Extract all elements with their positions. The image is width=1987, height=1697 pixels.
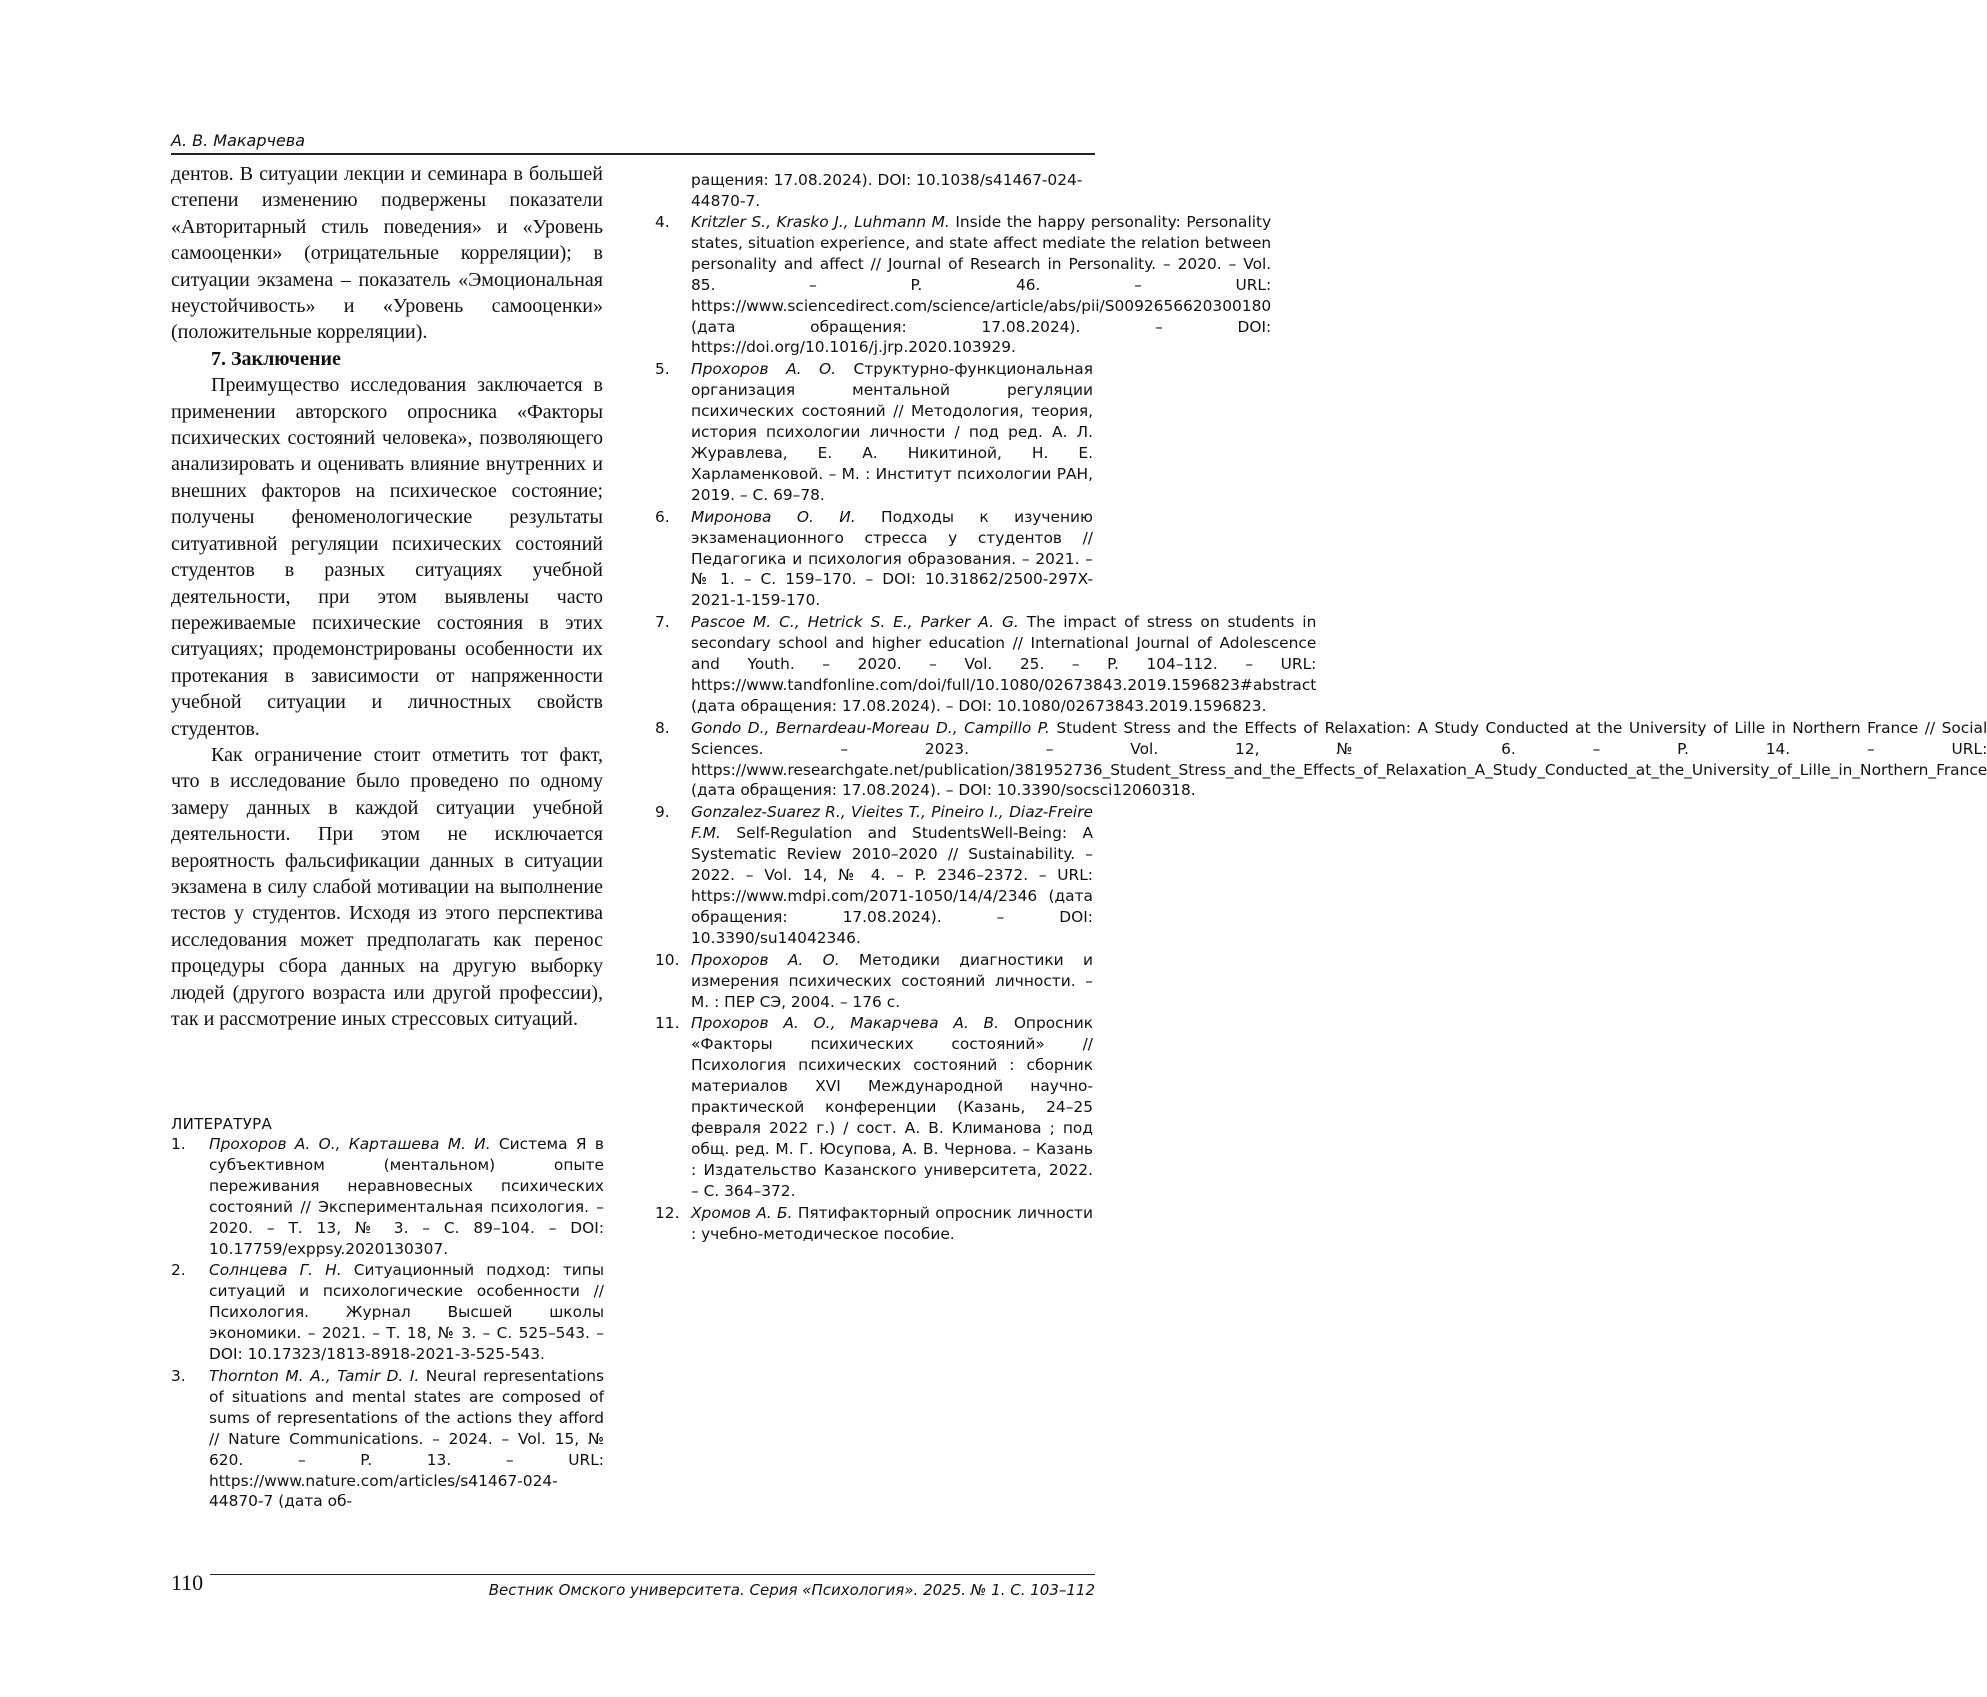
reference-body: Inside the happy personality: Personality states, situation experience, and state affect mediate the relation between personality and affect // Journal of Research in Personality. – 2020. – Vol. 85. – P. 46. – URL: https://www.sciencedirect.com/science/article/abs/pii/S0092656620300180 (дата обращения: 17.08.2024). – DOI: https://doi.org/10.1016/j.jrp.2020.103929. bbox=[691, 213, 1272, 357]
reference-text bbox=[691, 718, 1987, 802]
reference-text bbox=[691, 1203, 1093, 1245]
reference-text bbox=[209, 1260, 604, 1365]
reference-body: Опросник «Факторы психических состояний» // Психология психических состояний : сборник материалов XVI Международной научно-практической конференции (Казань, 24–25 февраля 2022 г.) / сост. А. В. Климанова ; под общ. ред. М. Г. Юсупова, А. В. Чернова. – Казань : Издательство Казанского университета, 2022. – С. 364–372. bbox=[691, 1014, 1094, 1200]
reference-body: Пятифакторный опросник личности : учебно-методическое пособие. bbox=[691, 1203, 1093, 1243]
left-column bbox=[171, 161, 603, 1032]
reference-item bbox=[655, 1203, 1093, 1245]
footer-rule bbox=[210, 1574, 1095, 1575]
reference-item bbox=[655, 950, 1093, 1013]
reference-number: 10. bbox=[655, 950, 680, 969]
reference-number: 7. bbox=[655, 613, 670, 632]
reference-body: Структурно-функциональная организация ментальной регуляции психических состояний // Методология, теория, история психологии личности / под ред. А. Л. Журавлева, Е. А. Никитиной, Н. Е. Харламенковой. – М. : Институт психологии РАН, 2019. – С. 69–78. bbox=[691, 360, 1093, 504]
reference-authors: Прохоров А. О., Макарчева А. В. bbox=[691, 1014, 1000, 1033]
reference-authors: Прохоров А. О., Карташева М. И. bbox=[209, 1135, 491, 1153]
reference-body: Методики диагностики и измерения психических состояний личности. – М. : ПЕР СЭ, 2004. – 176 с. bbox=[691, 950, 1093, 1011]
reference-authors: Kritzler S., Krasko J., Luhmann M. bbox=[691, 213, 950, 231]
reference-text bbox=[691, 212, 1271, 358]
reference-body: Self-Regulation and StudentsWell-Being: A Systematic Review 2010–2020 // Sustainability. – 2022. – Vol. 14, № 4. – P. 2346–2372. – URL: https://www.mdpi.com/2071-1050/14/4/2346 (дата обращения: 17.08.2024). – DOI: 10.3390/su14042346. bbox=[691, 824, 1093, 947]
reference-number: 1. bbox=[171, 1135, 186, 1153]
reference-authors: Солнцева Г. Н. bbox=[209, 1261, 342, 1280]
reference-item bbox=[655, 359, 1093, 505]
reference-authors: Thornton M. A., Tamir D. I. bbox=[209, 1366, 420, 1385]
reference-text bbox=[691, 612, 1316, 717]
reference-body: Student Stress and the Effects of Relaxation: A Study Conducted at the University of Lille in Northern France // Social Sciences. – 2023. – Vol. 12, № 6. – P. 14. – URL: https://www.researchgate.net/publication/381952736_Student_Stress_and_the_Effects_of_Relaxation_A_Study_Conducted_at_the_University_of_Lille_in_Northern_France (дата обращения: 17.08.2024). – DOI: 10.3390/socsci12060318. bbox=[691, 718, 1987, 800]
reference-item bbox=[171, 1134, 604, 1259]
reference-number: 2. bbox=[171, 1261, 186, 1280]
body-paragraph-1: дентов. В ситуации лекции и семинара в большей степени изменению подвержены показатели «Авторитарный стиль поведения» и «Уровень самооценки» (отрицательные корреляции); в ситуации экзамена – показатель «Эмоциональная неустойчивость» и «Уровень самооценки» (положительные корреляции). bbox=[171, 163, 603, 344]
reference-item bbox=[655, 612, 1317, 717]
reference-3-continuation: ращения: 17.08.2024). DOI: 10.1038/s41467-024-44870-7. bbox=[691, 171, 1083, 210]
reference-authors: Прохоров А. О. bbox=[691, 950, 840, 969]
reference-authors: Gondo D., Bernardeau-Moreau D., Campillo P. bbox=[691, 718, 1050, 737]
reference-number: 4. bbox=[655, 213, 670, 231]
reference-text bbox=[691, 507, 1093, 612]
section-heading-conclusion: 7. Заключение bbox=[211, 347, 341, 370]
reference-body: Система Я в субъективном (ментальном) опыте переживания неравновесных психических состояний // Экспериментальная психология. – 2020. – Т. 13, № 3. – С. 89–104. – DOI: 10.17759/exppsy.2020130307. bbox=[209, 1135, 604, 1258]
reference-item bbox=[655, 1013, 1093, 1201]
reference-authors: Gonzalez-Suarez R., Vieites T., Pineiro I., Diaz-Freire F.M. bbox=[691, 803, 1093, 843]
running-head-author: А. В. Макарчева bbox=[171, 131, 306, 150]
reference-item bbox=[171, 1260, 604, 1365]
reference-number: 12. bbox=[655, 1203, 680, 1222]
reference-text bbox=[691, 950, 1093, 1013]
page-number: 110 bbox=[171, 1570, 204, 1595]
header-rule bbox=[171, 153, 1095, 155]
body-paragraph-3: Как ограничение стоит отметить тот факт, что в исследование было проведено по одному замеру данных в каждой ситуации учебной деятельности. При этом не исключается вероятность фальсификации данных в ситуации экзамена в силу слабой мотивации на выполнение тестов у студентов. Исходя из этого перспектива исследования может предполагать как перенос процедуры сбора данных на другую выборку людей (другого возраста или другой профессии), так и рассмотрение иных стрессовых ситуаций. bbox=[171, 743, 603, 1030]
reference-text bbox=[691, 1013, 1093, 1201]
reference-item bbox=[655, 802, 1093, 948]
reference-text bbox=[209, 1134, 604, 1259]
reference-body: The impact of stress on students in secondary school and higher education // International Journal of Adolescence and Youth. – 2020. – Vol. 25. – P. 104–112. – URL: https://www.tandfonline.com/doi/full/10.1080/02673843.2019.1596823#abstract (дата обращения: 17.08.2024). – DOI: 10.1080/02673843.2019.1596823. bbox=[691, 613, 1317, 715]
reference-item bbox=[655, 212, 1272, 358]
reference-authors: Прохоров А. О. bbox=[691, 360, 837, 379]
reference-number: 9. bbox=[655, 803, 670, 822]
reference-item bbox=[655, 718, 1987, 802]
reference-body: Neural representations of situations and mental states are composed of sums of representations of the actions they afford // Nature Communications. – 2024. – Vol. 15, № 620. – P. 13. – URL: https://www.nature.com/articles/s41467-024-44870-7 (дата об- bbox=[209, 1366, 605, 1511]
reference-body: Подходы к изучению экзаменационного стресса у студентов // Педагогика и психология образования. – 2021. – № 1. – С. 159–170. – DOI: 10.31862/2500-297X-2021-1-159-170. bbox=[691, 507, 1093, 610]
reference-number: 6. bbox=[655, 507, 670, 526]
reference-number: 11. bbox=[655, 1014, 680, 1033]
reference-authors: Pascoe M. C., Hetrick S. E., Parker A. G. bbox=[691, 613, 1019, 632]
reference-number: 5. bbox=[655, 360, 670, 379]
reference-authors: Миронова О. И. bbox=[691, 507, 856, 526]
references-list-right bbox=[655, 212, 1987, 1245]
reference-body: Ситуационный подход: типы ситуаций и психологические особенности // Психология. Журнал Высшей школы экономики. – 2021. – Т. 18, № 3. – С. 525–543. – DOI: 10.17323/1813-8918-2021-3-525-543. bbox=[209, 1261, 604, 1364]
reference-authors: Хромов А. Б. bbox=[691, 1203, 793, 1222]
reference-number: 8. bbox=[655, 718, 670, 737]
reference-item bbox=[171, 1366, 604, 1512]
reference-text bbox=[209, 1366, 604, 1512]
reference-text bbox=[691, 802, 1093, 948]
references-heading: ЛИТЕРАТУРА bbox=[171, 1115, 273, 1133]
reference-item bbox=[655, 507, 1093, 612]
reference-text bbox=[691, 359, 1093, 505]
journal-footer: Вестник Омского университета. Серия «Психология». 2025. № 1. С. 103–112 bbox=[488, 1581, 1095, 1599]
body-paragraph-2: Преимущество исследования заключается в применении авторского опросника «Факторы психических состояний человека», позволяющего анализировать и оценивать влияние внутренних и внешних факторов на психическое состояние; получены феноменологические результаты ситуативной регуляции психических состояний студентов в разных ситуациях учебной деятельности, при этом выявлены часто переживаемые психические состояния в этих ситуациях; продемонстрированы особенности их протекания в зависимости от напряженности учебной ситуации и личностных свойств студентов. bbox=[171, 374, 603, 740]
references-list-left bbox=[171, 1134, 604, 1513]
reference-number: 3. bbox=[171, 1366, 186, 1385]
